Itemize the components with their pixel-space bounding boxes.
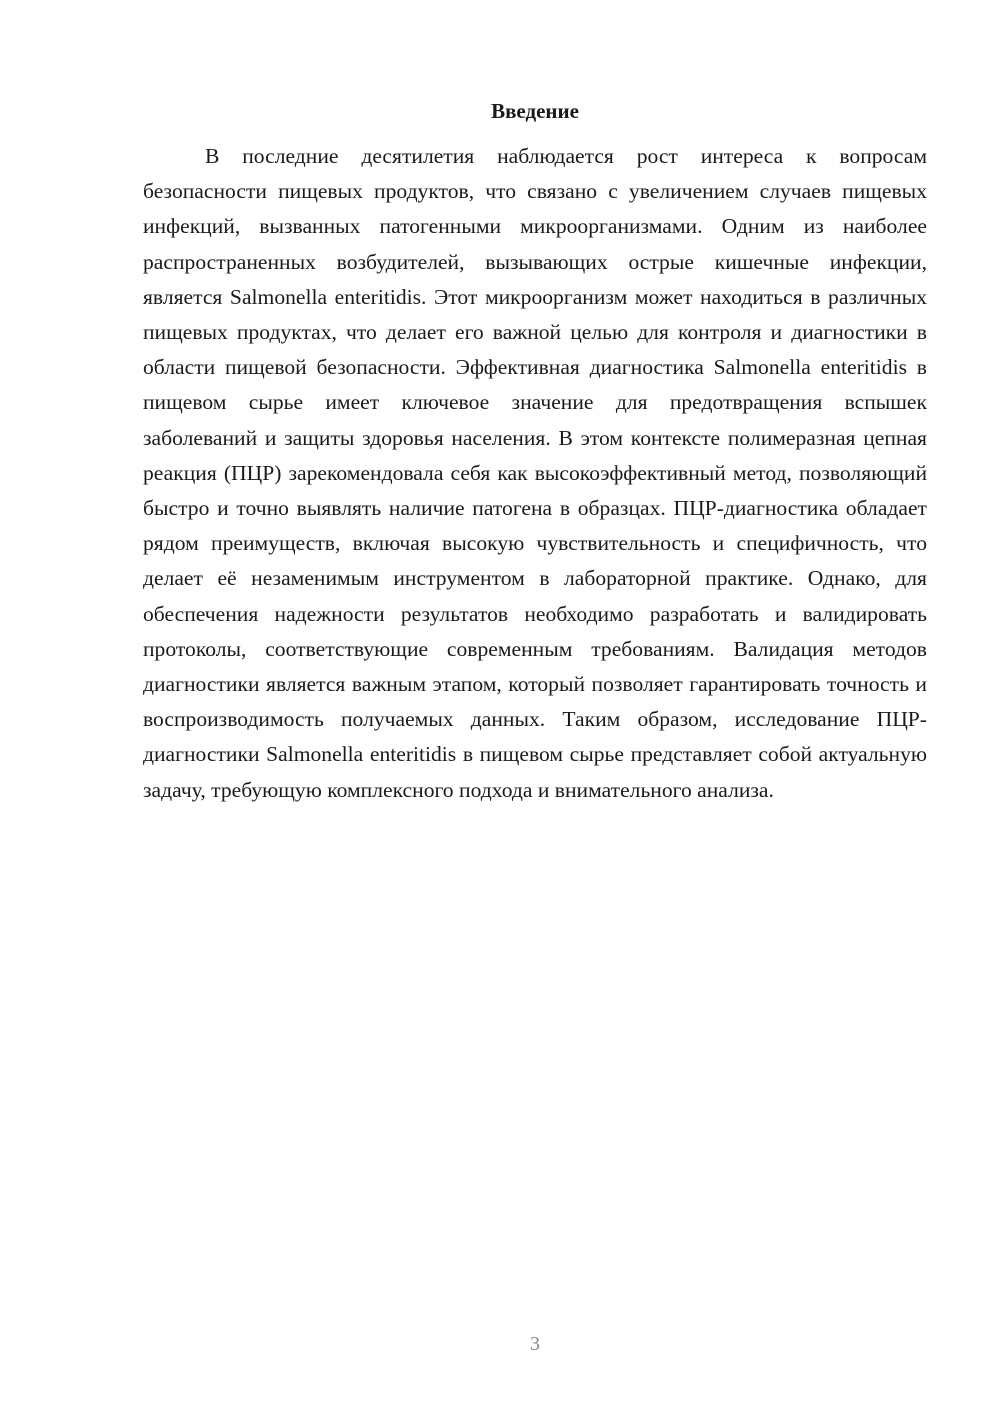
section-heading: Введение [491, 99, 579, 123]
body-paragraph: В последние десятилетия наблюдается рост интереса к вопросам безопасности пищевых продуктов, что связано с увеличением случаев пищевых инфекций, вызванных патогенными микроорганизмами. Одним из наиболее распространенных возбудителей, вызывающих острые кишечные инфекции, является Salmonella enteritidis. Этот микроорганизм может находиться в различных пищевых продуктах, что делает его важной целью для контроля и диагностики в области пищевой безопасности. Эффективная диагностика Salmonella enteritidis в пищевом сырье имеет ключевое значение для предотвращения вспышек заболеваний и защиты здоровья населения. В этом контексте полимеразная цепная реакция (ПЦР) зарекомендовала себя как высокоэффективный метод, позволяющий быстро и точно выявлять наличие патогена в образцах. ПЦР-диагностика обладает рядом преимуществ, включая высокую чувствительность и специфичность, что делает её незаменимым инструментом в лабораторной практике. Однако, для обеспечения надежности результатов необходимо разработать и валидировать протоколы, соответствующие современным требованиям. Валидация методов диагностики является важным этапом, который позволяет гарантировать точность и воспроизводимость получаемых данных. Таким образом, исследование ПЦР-диагностики Salmonella enteritidis в пищевом сырье представляет собой актуальную задачу, требующую комплексного подхода и внимательного анализа. [143, 144, 927, 802]
page-number: 3 [530, 1333, 540, 1355]
page-content [143, 96, 927, 808]
